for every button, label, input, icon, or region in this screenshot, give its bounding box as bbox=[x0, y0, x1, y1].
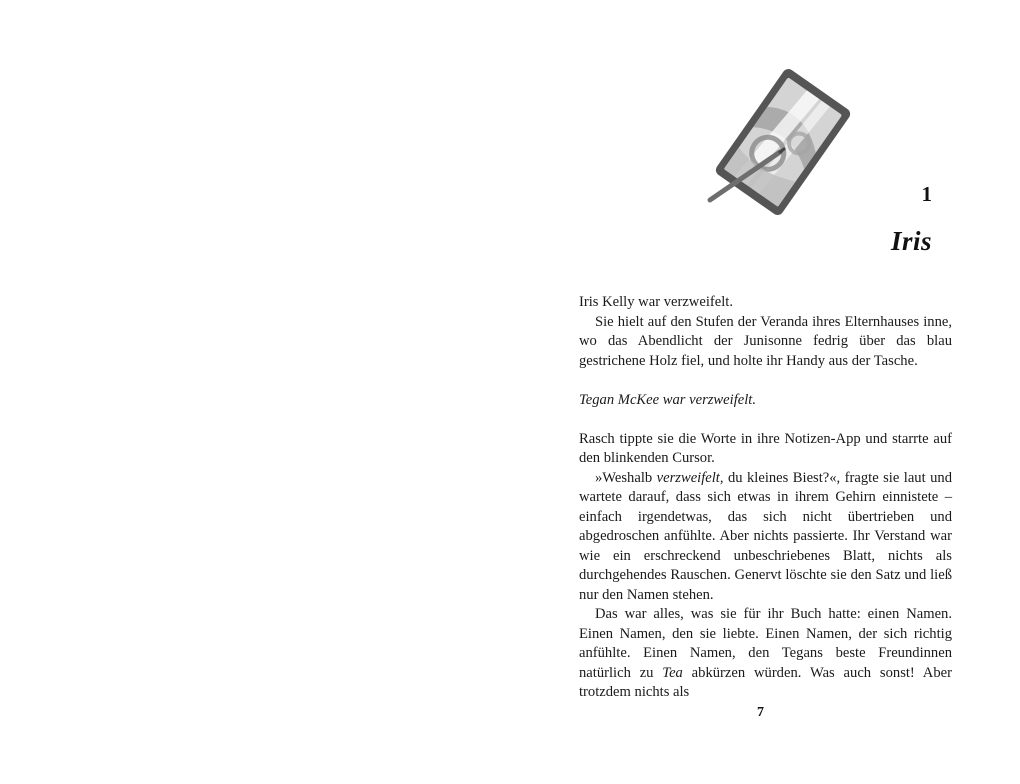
paragraph-3-italic bbox=[579, 391, 952, 411]
paragraph-2: Sie hielt auf den Stufen der Veranda ihres Elternhauses inne, wo das Abendlicht der Junisonne fedrig über das blau gestrichene Holz fiel, und holte ihr Handy aus der Tasche. bbox=[579, 313, 952, 369]
paragraph-4: Rasch tippte sie die Worte in ihre Notizen-App und starrte auf den blinkenden Cursor. bbox=[579, 430, 952, 466]
paragraph-5-emphasis: verzweifelt bbox=[656, 469, 720, 486]
paragraph-6-part-a: Das war alles, was sie für ihr Buch hatte: einen Namen. Einen Namen, den sie liebte. Einen Namen, der sich richtig anfühlte. Einen Namen, den Tegans beste Freundinnen natürlich zu bbox=[579, 606, 952, 681]
paragraph-1: Iris Kelly war verzweifelt. bbox=[579, 294, 733, 310]
section-break bbox=[579, 410, 952, 430]
chapter-number: 1 bbox=[921, 182, 932, 206]
paragraph-6-emphasis: Tea bbox=[662, 664, 683, 681]
chapter-body bbox=[579, 293, 952, 703]
paragraph-5-part-b: , du kleines Biest?«, fragte sie laut und wartete darauf, dass sich etwas in ihrem Gehirn einnistete – einfach irgendetwas, das sich nicht übertrieben und abgedroschen anfühlte. Aber nichts passierte. Ihr Verstand war wie ein erschreckend unbeschriebenes Blatt, nichts als durchgehendes Rauschen. Genervt löschte sie den Satz und ließ nur den Namen stehen. bbox=[579, 469, 952, 603]
page-number: 7 bbox=[757, 705, 764, 720]
paragraph-6-part-b: abkürzen würden. Was auch sonst! Aber trotzdem nichts als bbox=[579, 664, 952, 700]
paragraph-5 bbox=[579, 469, 952, 606]
italic-sentence: Tegan McKee war verzweifelt. bbox=[579, 391, 756, 408]
paragraph-5-part-a: »Weshalb bbox=[595, 469, 657, 486]
paragraph-6 bbox=[579, 605, 952, 703]
section-break bbox=[579, 371, 952, 391]
chapter-title: Iris bbox=[890, 226, 932, 256]
tablet-with-stylus-icon bbox=[690, 60, 870, 230]
